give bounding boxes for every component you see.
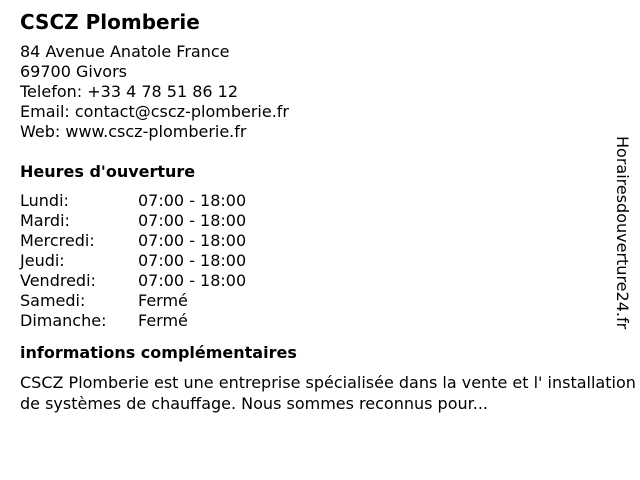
hours-heading: Heures d'ouverture xyxy=(20,162,196,181)
hours-time: 07:00 - 18:00 xyxy=(138,211,247,230)
hours-row-tuesday xyxy=(20,211,610,231)
hours-row-monday xyxy=(20,191,610,211)
hours-day: Lundi: xyxy=(20,191,69,210)
address-line-street: 84 Avenue Anatole France xyxy=(20,42,230,61)
hours-day: Jeudi: xyxy=(20,251,65,270)
hours-day: Vendredi: xyxy=(20,271,96,290)
hours-day: Mardi: xyxy=(20,211,70,230)
hours-table xyxy=(20,191,610,331)
hours-row-friday xyxy=(20,271,610,291)
business-name: CSCZ Plomberie xyxy=(20,10,200,34)
info-heading: informations complémentaires xyxy=(20,343,297,362)
hours-row-thursday xyxy=(20,251,610,271)
email-line: Email: contact@cscz-plomberie.fr xyxy=(20,102,289,121)
hours-time: 07:00 - 18:00 xyxy=(138,271,247,290)
hours-day: Dimanche: xyxy=(20,311,107,330)
business-description: CSCZ Plomberie est une entreprise spécialisée dans la vente et l' installation de systèmes de chauffage. Nous sommes reconnus pour... xyxy=(20,373,636,413)
site-watermark-text: Horairesdouverture24.fr xyxy=(613,136,632,330)
web-line: Web: www.cscz-plomberie.fr xyxy=(20,122,247,141)
phone-line: Telefon: +33 4 78 51 86 12 xyxy=(20,82,239,101)
hours-row-wednesday xyxy=(20,231,610,251)
hours-time: 07:00 - 18:00 xyxy=(138,231,247,250)
hours-day: Mercredi: xyxy=(20,231,95,250)
hours-time: 07:00 - 18:00 xyxy=(138,251,247,270)
hours-row-sunday xyxy=(20,311,610,331)
hours-time: Fermé xyxy=(138,291,188,310)
hours-time: 07:00 - 18:00 xyxy=(138,191,247,210)
hours-time: Fermé xyxy=(138,311,188,330)
address-line-city: 69700 Givors xyxy=(20,62,127,81)
hours-row-saturday xyxy=(20,291,610,311)
hours-day: Samedi: xyxy=(20,291,86,310)
